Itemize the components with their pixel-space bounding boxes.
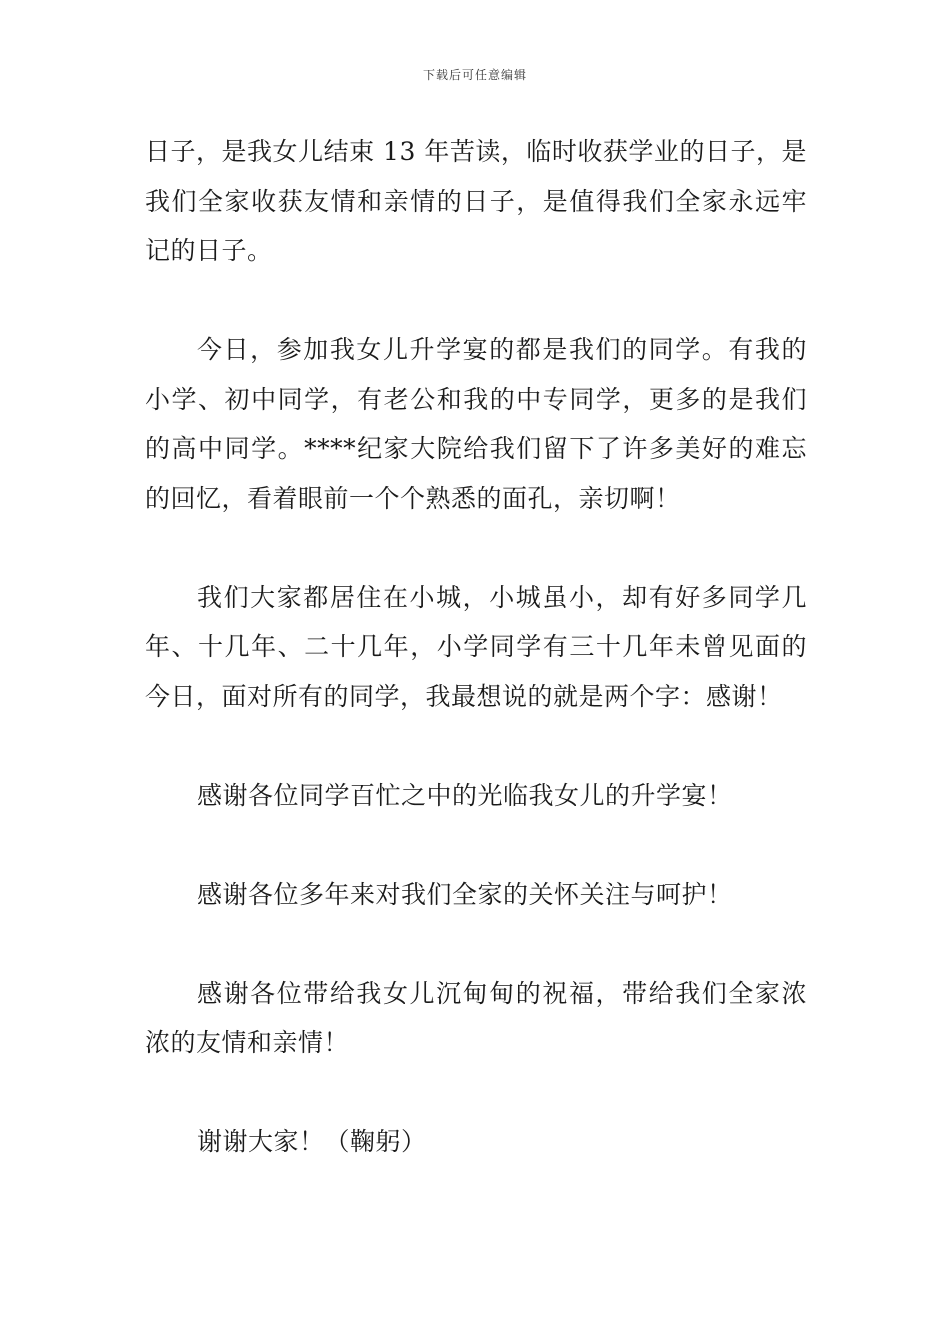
document-body: [145, 127, 807, 1167]
text-line: 感谢各位带给我女儿沉甸甸的祝福，带给我们全家浓: [197, 978, 807, 1008]
text-line: 感谢各位同学百忙之中的光临我女儿的升学宴！: [197, 780, 733, 810]
text-line: 日子，是我女儿结束 13 年苦读，临时收获学业的日子，是: [145, 137, 807, 166]
paragraph-6: [145, 969, 807, 1068]
text-line: 浓的友情和亲情！: [145, 1028, 350, 1057]
text-line: 今日，面对所有的同学，我最想说的就是两个字：感谢！: [145, 681, 783, 711]
text-line: 谢谢大家！（鞠躬）: [197, 1127, 427, 1156]
text-line: 的高中同学。****纪家大院给我们留下了许多美好的难忘: [145, 434, 807, 463]
paragraph-3: [145, 573, 807, 722]
paragraph-4: [145, 771, 807, 821]
text-line: 今日，参加我女儿升学宴的都是我们的同学。有我的: [197, 335, 807, 364]
text-line: 感谢各位多年来对我们全家的关怀关注与呵护！: [197, 879, 733, 909]
paragraph-1: [145, 127, 807, 276]
text-line: 小学、初中同学，有老公和我的中专同学，更多的是我们: [145, 384, 807, 414]
paragraph-7: [145, 1117, 807, 1167]
text-line: 记的日子。: [145, 236, 273, 265]
text-line: 的回忆，看着眼前一个个熟悉的面孔，亲切啊！: [145, 483, 681, 513]
page-header: 下载后可任意编辑: [422, 68, 527, 82]
text-line: 我们全家收获友情和亲情的日子，是值得我们全家永远牢: [145, 186, 807, 216]
text-line: 我们大家都居住在小城，小城虽小，却有好多同学几: [197, 582, 807, 612]
paragraph-5: [145, 870, 807, 920]
paragraph-2: [145, 325, 807, 523]
text-line: 年、十几年、二十几年，小学同学有三十几年未曾见面的: [145, 632, 807, 661]
